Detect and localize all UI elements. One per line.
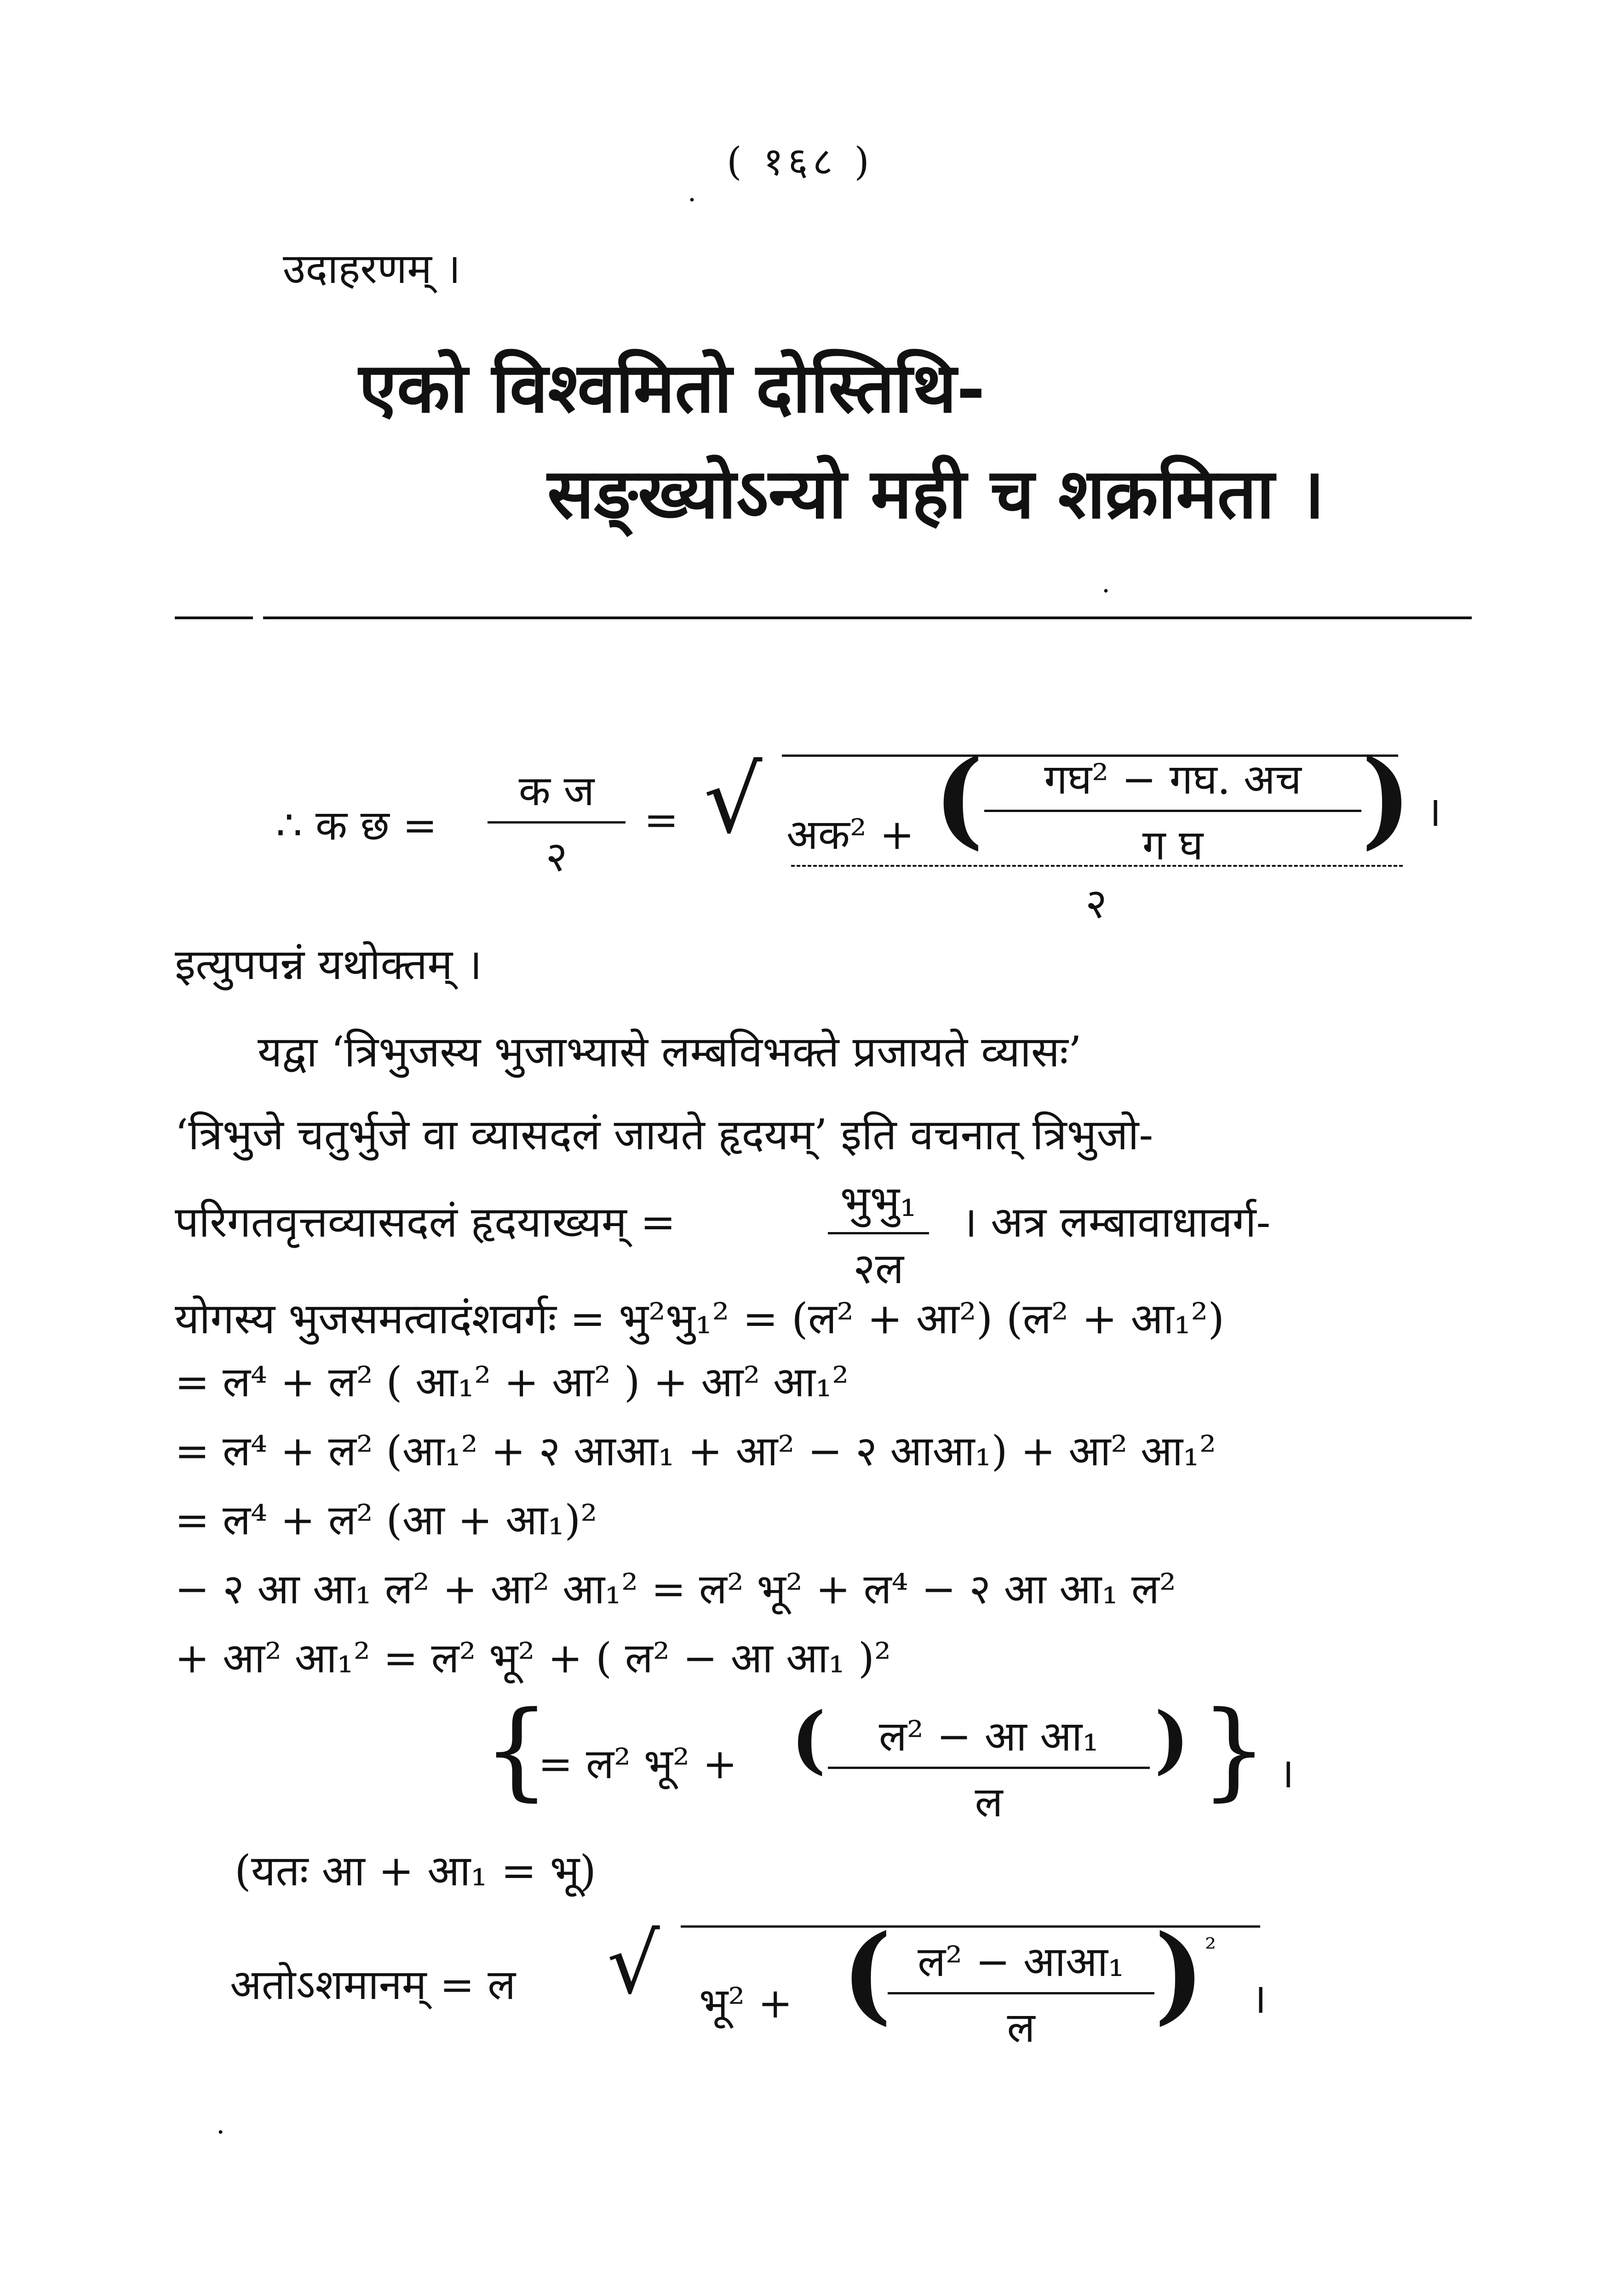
fraction-bar: [984, 810, 1361, 812]
equation1-frac-den: २: [545, 833, 568, 881]
braced-frac-num: ल² − आ आ₁: [878, 1712, 1099, 1761]
equation1-frac-num: क ज: [518, 767, 595, 815]
radical-sign: √: [704, 747, 763, 854]
hridaya-frac-den: २ल: [853, 1244, 904, 1293]
yatah-line: (यतः आ + आ₁ = भू): [235, 1846, 597, 1895]
danda: ।: [1426, 788, 1442, 836]
paragraph-line-2: ‘त्रिभुजे चतुर्भुजे वा व्यासदलं जायते हृदयम्’ इति वचनात् त्रिभुजो-: [175, 1110, 1153, 1159]
speck: ·: [216, 2116, 225, 2149]
section-heading: उदाहरणम् ।: [283, 245, 461, 293]
derivation-line: + आ² आ₁² = ल² भू² + ( ल² − आ आ₁ )²: [175, 1634, 891, 1682]
left-paren: (: [842, 1912, 892, 2036]
equation1-equals: =: [644, 796, 679, 844]
fraction-bar: [828, 1232, 929, 1234]
paragraph-line-3: परिगतवृत्तव्यासदलं हृदयाख्यम् =: [175, 1198, 676, 1247]
fraction-bar: [888, 1992, 1154, 1994]
hridaya-fraction: [828, 1171, 929, 1296]
derivation-line: = ल⁴ + ल² (आ + आ₁)²: [175, 1496, 597, 1544]
braced-prefix: = ल² भू² +: [538, 1740, 738, 1788]
final-fraction: [888, 1932, 1154, 2054]
right-paren: ): [1154, 1912, 1205, 2036]
right-paren: ): [1361, 736, 1412, 860]
verse-line-2: सङ्ख्योऽन्यो मही च शक्रमिता ।: [547, 453, 1325, 534]
rule-gap: [253, 615, 263, 621]
equation1-outer-den: २: [1085, 880, 1107, 928]
fraction-bar: [488, 821, 625, 824]
derivation-line: = ल⁴ + ल² (आ₁² + २ आआ₁ + आ² − २ आआ₁) + आ² आ₁²: [175, 1427, 1217, 1475]
fraction-bar: [828, 1767, 1150, 1769]
left-paren: (: [934, 736, 984, 860]
derivation-line: = ल⁴ + ल² ( आ₁² + आ² ) + आ² आ₁²: [175, 1358, 849, 1406]
final-power: ²: [1205, 1932, 1217, 1964]
radical-sign: √: [607, 1916, 660, 2012]
danda: ।: [1279, 1749, 1295, 1797]
danda: ।: [1251, 1975, 1267, 2023]
left-paren: (: [791, 1696, 826, 1782]
braced-fraction: [828, 1707, 1150, 1829]
equation1-lhs: ∴ क छ =: [276, 801, 437, 850]
equation1-inner-num: गघ² − गघ. अच: [1044, 755, 1302, 804]
equation1-inner-den: ग घ: [1142, 821, 1204, 870]
right-brace: }: [1200, 1689, 1268, 1812]
horizontal-rule: [175, 616, 1472, 619]
ityupapannam-line: इत्युपपन्नं यथोक्तम् ।: [175, 940, 482, 989]
left-brace: {: [483, 1689, 551, 1812]
equation1-inner-fraction: [984, 750, 1361, 872]
paragraph-line-4: योगस्य भुजसमत्वादंशवर्गः = भु²भु₁² = (ल² + आ²) (ल² + आ₁²): [175, 1294, 1225, 1343]
final-term1: भू² +: [699, 1979, 793, 2028]
final-frac-den: ल: [1007, 2004, 1035, 2052]
final-frac-num: ल² − आआ₁: [918, 1938, 1125, 1986]
speck: ·: [688, 184, 697, 216]
verse-line-1: एको विश्वमितो दोस्तिथि-: [359, 347, 985, 428]
equation1-fraction: [488, 761, 625, 883]
braced-frac-den: ल: [975, 1778, 1003, 1826]
right-paren: ): [1154, 1696, 1189, 1782]
paragraph-line-1: यद्वा ‘त्रिभुजस्य भुजाभ्यासे लम्बविभक्ते प्रजायते व्यासः’: [258, 1027, 1082, 1077]
hridaya-frac-num: भुभु₁: [840, 1177, 917, 1226]
paragraph-line-3-end: । अत्र लम्बावाधावर्ग-: [961, 1198, 1271, 1247]
equation1-term1: अक² +: [786, 811, 914, 859]
outer-fraction-bar: [791, 865, 1403, 867]
page-number: ( १६८ ): [727, 139, 874, 184]
speck: ·: [1102, 575, 1111, 607]
derivation-line: − २ आ आ₁ ल² + आ² आ₁² = ल² भू² + ल⁴ − २ आ आ₁ ल²: [175, 1565, 1176, 1613]
final-lhs: अतोऽशमानम् = ल: [230, 1961, 516, 2009]
